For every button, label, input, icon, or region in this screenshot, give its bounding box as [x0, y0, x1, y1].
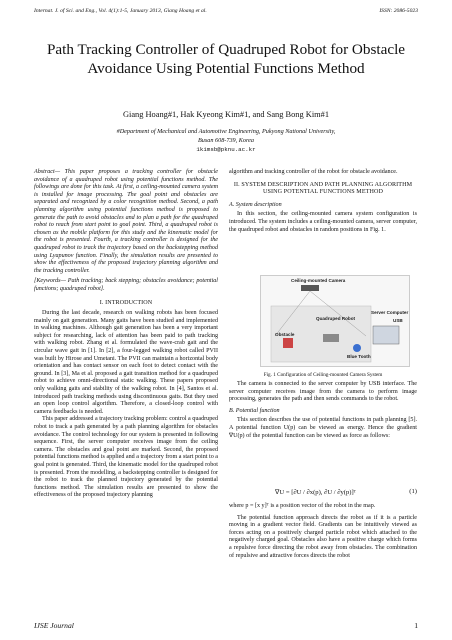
- affiliation-department: #Department of Mechanical and Automotive Engineering, Pukyong National University,: [116, 128, 336, 135]
- figure-label-bluetooth: Blue Tooth: [347, 354, 371, 359]
- equation-1-number: (1): [409, 488, 417, 495]
- running-header: [34, 8, 418, 14]
- subsection-b-paragraph-2: The potential function approach directs the robot as if it is a particle moving in a gradient vector field. Gradients can be intuitively viewed as forces acting on a positively charged particle robot which attached to the negatively charged goal. Obstacles also have a positive charge which forms a repulsive force directing the robot away from obstacles. The combination of repulsive and attractive forces directs the robot: [229, 514, 417, 559]
- affiliation-city: Busan 608-739, Korea: [198, 137, 254, 144]
- figure-1-caption: Fig. 1 Configuration of Ceiling-mounted Camera System: [263, 372, 383, 378]
- abstract: Abstract— This paper proposes a tracking controller for obstacle avoidance of a quadruped robot using potential functions method. The followings are done for this task. At first, a ceiling-mounted camera system is installed for image processing. The goal point and obstacles are separated and recognized by a color recognition method. Second, a path planning algorithm using potential functions method is proposed to generate the path to avoid obstacles and to plan a path for the quadruped robot to reach from start point to goal point. Third, a quadruped robot is chosen as the mobile platform for this study and the kinematic model for the robot is presented. Fourth, a tracking controller is designed for the quadruped robot to track the trajectory based on the backstepping method using Lyapunov function. Finally, the simulation results are presented to show the effectiveness of the proposed trajectory planning algorithm and the tracking controller.: [34, 169, 218, 274]
- affiliation: [20, 127, 432, 145]
- footer-journal: IJSE Journal: [34, 621, 74, 630]
- subsection-a-paragraph: In this section, the ceiling-mounted camera system configuration is introduced. The system includes a ceiling-mounted camera, server computer, the quadruped robot and obstacles in random positions in Fig. 1.: [229, 211, 417, 233]
- figure-followup-paragraph: The camera is connected to the server computer by USB interface. The server computer receives image from the camera to perform image processing, generates the path and then sends commands to the robot.: [229, 381, 417, 403]
- figure-1-illustration: [261, 276, 409, 366]
- figure-label-obstacle: Obstacle: [275, 332, 295, 337]
- figure-label-usb: USB: [393, 318, 403, 323]
- author-list: Giang Hoang#1, Hak Kyeong Kim#1, and Sang Bong Kim#1: [122, 110, 330, 119]
- intro-paragraph-2: This paper addressed a trajectory tracking problem: control a quadruped robot to track a path generated by a path planning algorithm for obstacles avoidance. The control technology for our system is presented in following sequence. First, the server computer receives image from the ceiling camera. The obstacles and goal point are marked. Second, the proposed potential functions method is applied and a trajectory from a start point to a goal point is generated. Third, the kinematic model for the quadruped robot is presented. From the modelling, a backstepping controller is designed for the robot to track the planned trajectory generated by the potential functions method. The simulation results are presented to show the effectiveness of the proposed trajectory planning: [34, 416, 218, 499]
- section-heading-2-line1: II. SYSTEM DESCRIPTION AND PATH PLANNING ALGORITHM: [233, 181, 413, 188]
- right-column-final: [229, 503, 417, 560]
- figure-label-server: Server Computer: [371, 310, 409, 315]
- left-column: [34, 169, 218, 500]
- paper-title: Path Tracking Controller of Quadruped Robot for Obstacle Avoidance Using Potential Functions Method: [46, 41, 406, 77]
- intro-paragraph-1: During the last decade, research on walking robots has been focused mainly on gait generation. Many gaits have been studied and implemented in walking machines. Although gait generation has been a very important subject for researching, lack of attention has been paid to path tracking with walking robot. Zhang et al. formulated the wave-crab gait and the circular wave gait in [1]. In [2], a four-legged walking robot called PVII was built by Hirose and Umetani. The PVII can maintain a horizontal body orientation and has contact sensor on each foot to detect contact with the ground. In [3], Ma et al. proposed a gait transition method for a quadruped robot to achieve omni-directional static walking. These papers proposed only walking gaits and stability of the walking robot. In [4], Santos et al. introduced path tracking methods using discontinuous gaits. But they used an open loop control algorithm. Therefore, a closed-loop control with camera feedbacks is needed.: [34, 310, 218, 415]
- section-heading-2-line2: USING POTENTIAL FUNCTIONS METHOD: [263, 189, 383, 196]
- keywords: [Keywords— Path tracking; back stepping; obstacles avoidance; potential functions; quadruped robot].: [34, 278, 218, 292]
- subsection-b-heading: B. Potential function: [229, 407, 280, 414]
- section-heading-introduction: I. INTRODUCTION: [99, 299, 153, 306]
- equation-1-body: ∇U = [∂U / ∂x(p), ∂U / ∂y(p)]ᵀ: [275, 489, 357, 496]
- figure-label-camera: Ceiling-mounted Camera: [291, 278, 346, 283]
- computer-icon: [373, 326, 399, 344]
- header-issn: ISSN: 2086-5023: [379, 8, 418, 14]
- bluetooth-icon: [353, 344, 361, 352]
- page-number: 1: [414, 621, 418, 630]
- figure-label-robot: Quadruped Robot: [316, 316, 356, 321]
- header-citation: Internat. J. of Sci. and Eng., Vol. 4(1):1-5, January 2013, Giang Hoang et al.: [34, 8, 207, 14]
- camera-icon: [301, 285, 319, 291]
- obstacle-icon: [283, 338, 293, 348]
- subsection-b-paragraph: This section describes the use of potential functions in path planning [5]. A potential function U(p) can be viewed as energy. Hence the gradient ∇U(p) of the potential function can be viewed as force as follows:: [229, 417, 417, 439]
- right-column-bottom: [229, 381, 417, 440]
- right-column-top: [229, 169, 417, 234]
- equation-where: where p = [x y]ᵀ is a position vector of the robot in the map.: [229, 503, 376, 509]
- subsection-a-heading: A. System description: [229, 201, 282, 208]
- figure-1: [260, 275, 410, 367]
- right-paragraph-continuation: algorithm and tracking controller of the robot for obstacle avoidance.: [229, 169, 398, 175]
- equation-1: [229, 488, 417, 496]
- robot-icon: [323, 334, 339, 342]
- author-email: 1kimsb@pknu.ac.kr: [196, 146, 256, 153]
